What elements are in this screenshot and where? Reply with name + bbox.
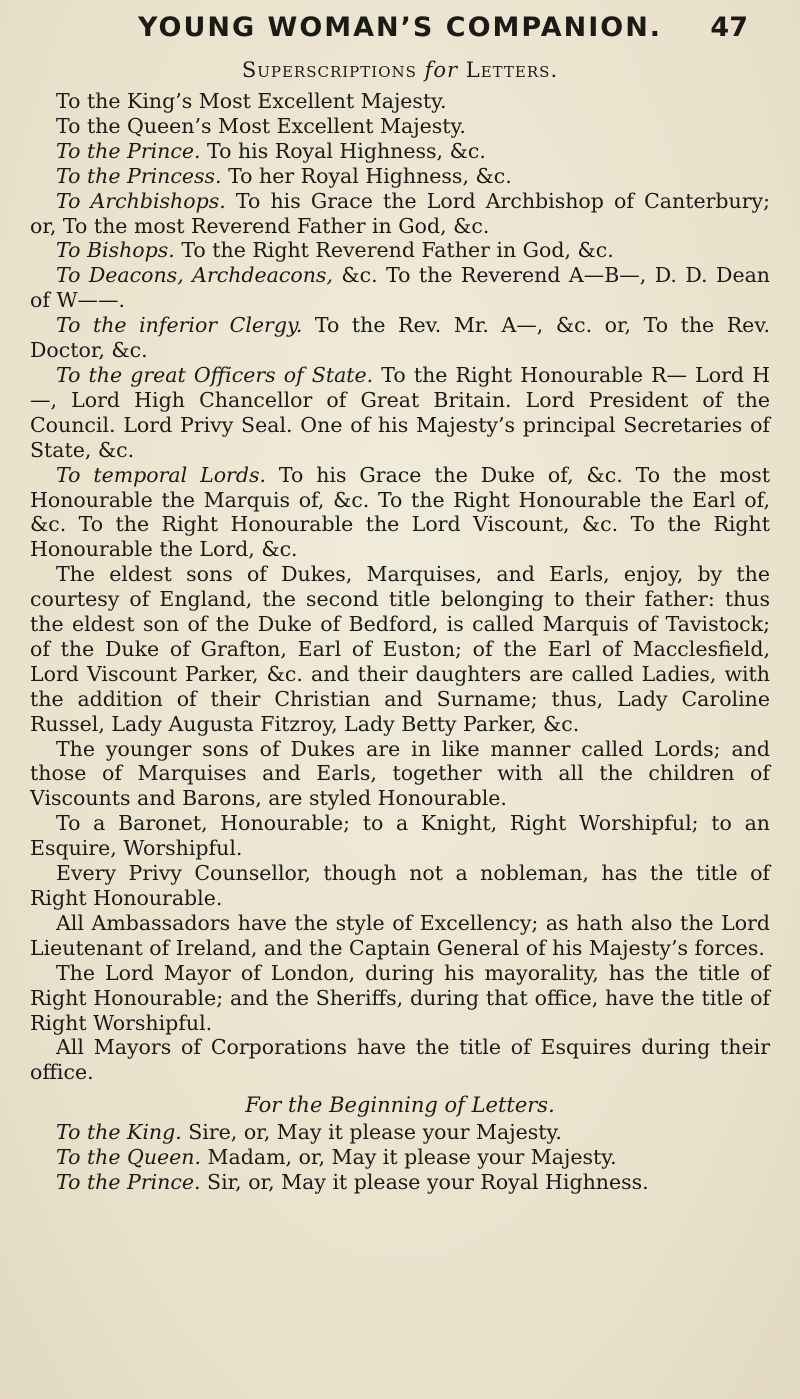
section-title-lead: Superscriptions xyxy=(241,58,417,82)
page-number: 47 xyxy=(710,12,748,43)
paragraph-label: To the inferior Clergy. xyxy=(56,313,303,338)
paragraph-text: All Mayors of Corporations have the title of Esquires during their office. xyxy=(30,1035,770,1085)
paragraph-text: Every Privy Counsellor, though not a nobleman, has the title of Right Honourable. xyxy=(30,861,770,910)
paragraph-text: To his Royal Highness, &c. xyxy=(200,138,486,163)
beginning-text: Sir, or, May it please your Royal Highness. xyxy=(200,1170,649,1195)
paragraph-text: All Ambassadors have the style of Excellency; as hath also the Lord Lieutenant of Ireland, and the Captain General of his Majesty’s forces. xyxy=(30,910,770,960)
paragraph-label: To Deacons, Archdeacons, xyxy=(56,263,333,288)
paragraph-text: To his Grace the Duke of, &c. To the most Honourable the Marquis of, &c. To the Right Honourable the Earl of, &c. To the Right Honourable the Lord Viscount, &c. To the Right Honourable the Lord, &c. xyxy=(30,462,770,562)
paragraph xyxy=(30,811,770,861)
paragraph-text: To the Rev. Mr. A—, &c. or, To the Rev. Doctor, &c. xyxy=(30,313,770,363)
paragraph-label: To the Prince. xyxy=(56,138,201,163)
beginning-label: To the Queen. xyxy=(56,1145,202,1170)
paragraph xyxy=(30,463,770,563)
paragraph xyxy=(30,562,770,736)
paragraph-text: The eldest sons of Dukes, Marquises, and Earls, enjoy, by the courtesy of England, the second title belonging to their father: thus the eldest son of the Duke of Bedford, is called Marquis of Tavistock; of the Duke of Grafton, Earl of Euston; of the Earl of Macclesfield, Lord Viscount Parker, &c. and their daughters are called Ladies, with the addition of their Christian and Surname; thus, Lady Caroline Russel, Lady Augusta Fitzroy, Lady Betty Parker, &c. xyxy=(30,562,770,736)
beginning-label: To the Prince. xyxy=(56,1170,201,1195)
paragraph-label: To Archbishops. xyxy=(56,188,226,213)
running-title: YOUNG WOMAN’S COMPANION. xyxy=(137,12,663,43)
paragraph xyxy=(30,238,770,263)
beginning-text: Sire, or, May it please your Majesty. xyxy=(181,1120,562,1145)
paragraph-label: To the great Officers of State. xyxy=(56,362,374,387)
beginning-title: For the Beginning of Letters. xyxy=(245,1093,555,1118)
running-header xyxy=(30,8,770,48)
paragraph xyxy=(30,363,770,463)
paragraph-text: &c. To the Reverend A—B—, D. D. Dean of W——. xyxy=(30,263,771,313)
section-title-for: for xyxy=(424,58,459,82)
paragraph-text: The Lord Mayor of London, during his mayorality, has the title of Right Honourable; and the Sheriffs, during that office, have the title of Right Worshipful. xyxy=(30,960,770,1035)
paragraph-text: To a Baronet, Honourable; to a Knight, Right Worshipful; to an Esquire, Worshipful. xyxy=(30,811,770,861)
paragraph xyxy=(30,139,770,164)
body-text xyxy=(30,89,770,1195)
paragraph-text: The younger sons of Dukes are in like manner called Lords; and those of Marquises and Earls, together with all the children of Viscounts and Barons, are styled Honourable. xyxy=(30,736,770,811)
paragraph xyxy=(30,737,770,812)
paragraph-text: To her Royal Highness, &c. xyxy=(221,163,512,188)
beginning-line xyxy=(30,1170,770,1195)
paragraph xyxy=(30,861,770,911)
paragraph-text: To the King’s Most Excellent Majesty. xyxy=(56,89,447,113)
paragraph xyxy=(30,911,770,961)
paragraph-label: To Bishops. xyxy=(56,238,175,263)
paragraph xyxy=(30,1035,770,1085)
paragraph xyxy=(30,263,770,313)
beginning-label: To the King. xyxy=(56,1120,182,1145)
paragraph xyxy=(30,313,770,363)
section-title xyxy=(30,57,770,83)
beginning-line xyxy=(30,1120,770,1145)
paragraph-text: To the Right Reverend Father in God, &c. xyxy=(174,238,614,263)
paragraph-label: To the Princess. xyxy=(56,163,222,188)
paragraph xyxy=(30,164,770,189)
paragraph-label: To temporal Lords. xyxy=(56,462,266,487)
paragraph xyxy=(30,961,770,1036)
section-title-tail: Letters. xyxy=(465,58,559,82)
paragraph xyxy=(30,114,770,139)
paragraph-text: To the Right Honourable R— Lord H—, Lord High Chancellor of Great Britain. Lord President of the Council. Lord Privy Seal. One of his Majesty’s principal Secretaries of State, &c. xyxy=(30,362,771,462)
paragraph-text: To the Queen’s Most Excellent Majesty. xyxy=(56,113,466,138)
paragraph xyxy=(30,189,770,239)
beginning-text: Madam, or, May it please your Majesty. xyxy=(201,1145,617,1170)
paragraph-text: To his Grace the Lord Archbishop of Canterbury; or, To the most Reverend Father in God, &c. xyxy=(30,188,770,238)
paragraph xyxy=(30,89,770,114)
beginning-line xyxy=(30,1145,770,1170)
